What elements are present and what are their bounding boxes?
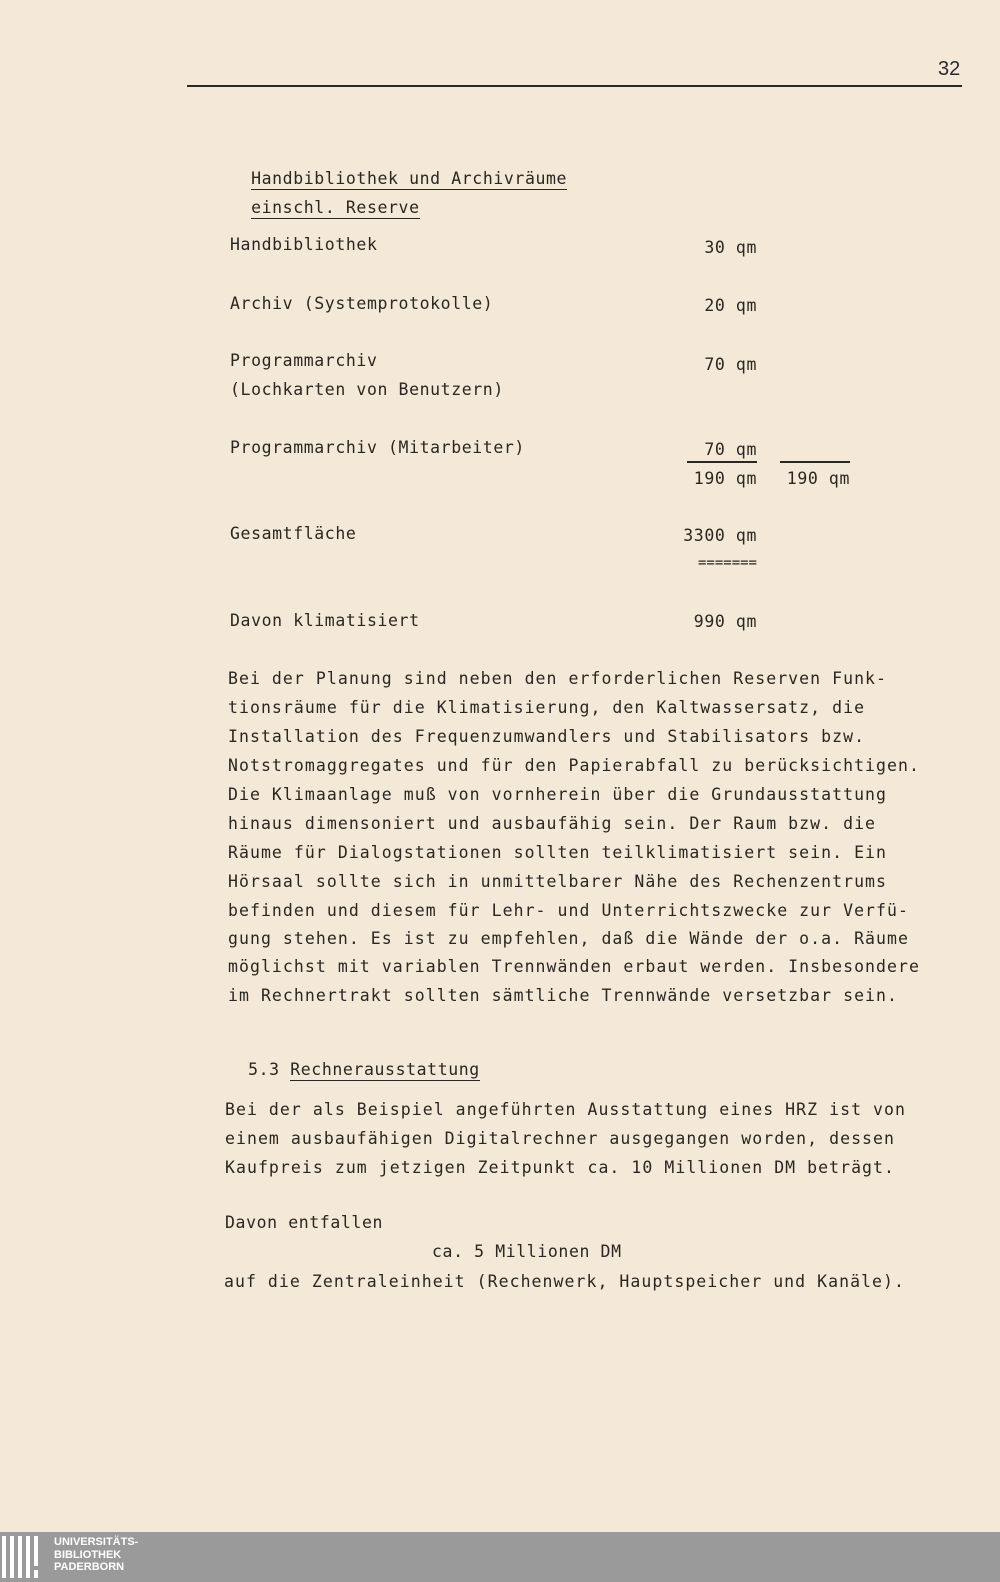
section2-number: 5.3: [248, 1060, 280, 1079]
library-name: [54, 1536, 138, 1574]
section2-title: Rechnerausstattung: [290, 1060, 480, 1079]
section-heading-text1: Handbibliothek und Archivräume: [251, 169, 568, 188]
row-label-programmarchiv-sub: (Lochkarten von Benutzern): [230, 380, 504, 399]
climate-label: Davon klimatisiert: [230, 611, 420, 630]
subtotal-value: 190 qm: [693, 469, 757, 488]
para1-line: hinaus dimensoniert und ausbaufähig sein. Der Raum bzw. die: [228, 814, 877, 833]
para1-line: Notstromaggregates und für den Papierabfall zu berücksichtigen.: [228, 756, 920, 775]
row-label-programmarchiv: Programmarchiv: [230, 351, 378, 370]
para1-line: Die Klimaanlage muß von vornherein über die Grundausstattung: [228, 785, 888, 804]
para1-line: im Rechnertrakt sollten sämtliche Trennwände versetzbar sein.: [228, 986, 899, 1005]
section-heading-text2: einschl. Reserve: [251, 198, 420, 217]
para2-line: Bei der als Beispiel angeführten Ausstattung eines HRZ ist von: [225, 1100, 906, 1119]
header-rule: [187, 85, 962, 87]
total-label: Gesamtfläche: [230, 524, 357, 543]
para1-line: Bei der Planung sind neben den erforderlichen Reserven Funk-: [228, 669, 888, 688]
para3-line1: Davon entfallen: [225, 1213, 384, 1232]
para3-line3: auf die Zentraleinheit (Rechenwerk, Hauptspeicher und Kanäle).: [224, 1272, 905, 1291]
para1-line: befinden und diesem für Lehr- und Unterrichtszwecke zur Verfü-: [228, 901, 909, 920]
para1-line: Hörsaal sollte sich in unmittelbarer Nähe des Rechenzentrums: [228, 872, 888, 891]
para1-line: tionsräume für die Klimatisierung, den Kaltwassersatz, die: [228, 698, 866, 717]
row-value-programmarchiv: 70 qm: [704, 355, 757, 374]
library-footer: [0, 1532, 1000, 1582]
para1-line: gung stehen. Es ist zu empfehlen, daß die Wände der o.a. Räume: [228, 929, 909, 948]
row-label-handbibliothek: Handbibliothek: [230, 235, 378, 254]
para1-line: möglichst mit variablen Trennwänden erbaut werden. Insbesondere: [228, 957, 920, 976]
library-logo-icon: [0, 1534, 48, 1580]
row-value-archiv: 20 qm: [704, 296, 757, 315]
library-name-line1: UNIVERSITÄTS-: [54, 1536, 139, 1548]
total-underline: =======: [697, 555, 757, 571]
row-label-archiv: Archiv (Systemprotokolle): [230, 294, 494, 313]
page-number: 32: [938, 58, 961, 80]
subtotal-carry-value: 190 qm: [786, 469, 850, 488]
para1-line: Installation des Frequenzumwandlers und Stabilisators bzw.: [228, 727, 866, 746]
para1-line: Räume für Dialogstationen sollten teilklimatisiert sein. Ein: [228, 843, 888, 862]
row-value-programmarchiv-mitarbeiter: 70 qm: [704, 440, 757, 459]
carry-rule: [780, 461, 850, 463]
total-value: 3300 qm: [683, 526, 757, 545]
sum-rule: [687, 461, 757, 463]
library-name-line2: BIBLIOTHEK: [54, 1548, 122, 1561]
section2-heading: [227, 1040, 480, 1080]
row-label-programmarchiv-mitarbeiter: Programmarchiv (Mitarbeiter): [230, 438, 525, 457]
para3-line2: ca. 5 Millionen DM: [432, 1242, 622, 1261]
section-heading-line2: [230, 178, 420, 218]
library-name-line3: PADERBORN: [54, 1561, 125, 1573]
row-value-handbibliothek: 30 qm: [704, 238, 757, 257]
climate-value: 990 qm: [693, 612, 757, 631]
para2-line: einem ausbaufähigen Digitalrechner ausgegangen worden, dessen: [225, 1129, 896, 1148]
para2-line: Kaufpreis zum jetzigen Zeitpunkt ca. 10 Millionen DM beträgt.: [225, 1158, 896, 1177]
